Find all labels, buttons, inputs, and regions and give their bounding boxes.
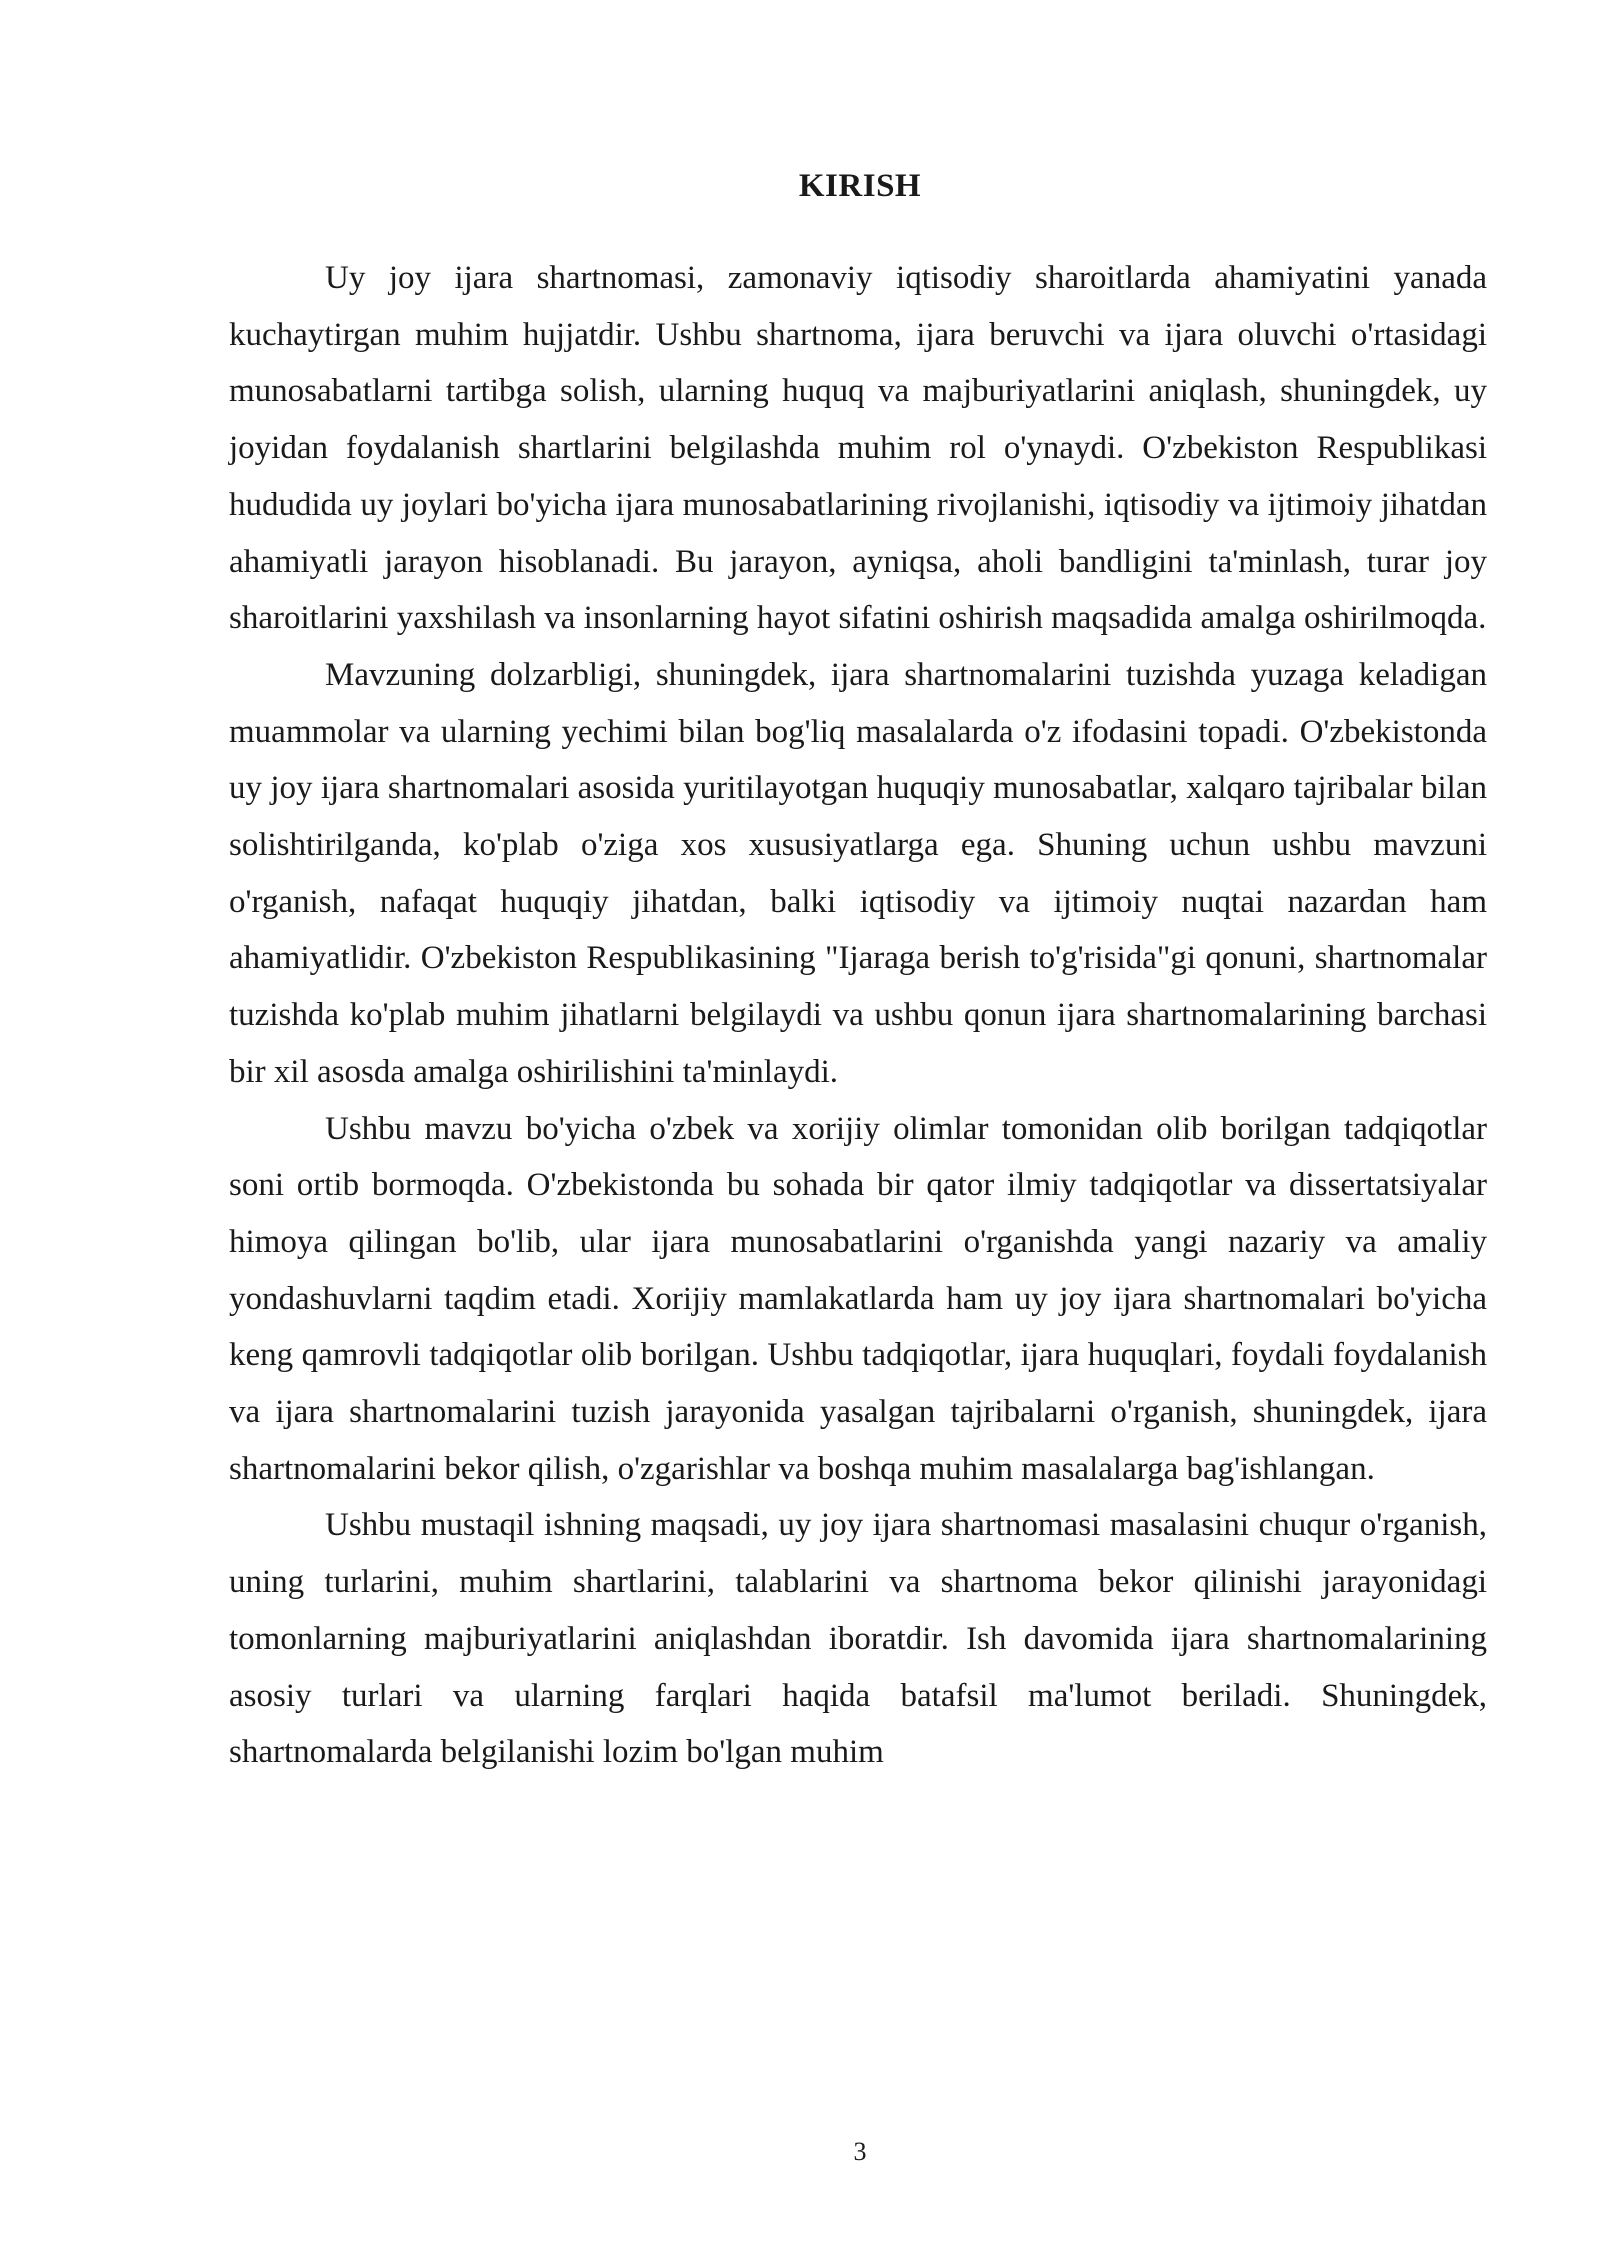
page-title: KIRISH bbox=[798, 168, 922, 204]
body-text bbox=[229, 250, 1487, 1781]
paragraph: Uy joy ijara shartnomasi, zamonaviy iqtisodiy sharoitlarda ahamiyatini yanada kuchaytirgan muhim hujjatdir. Ushbu shartnoma, ijara beruvchi va ijara oluvchi o'rtasidagi munosabatlarni tartibga solish, ularning huquq va majburiyatlarini aniqlash, shuningdek, uy joyidan foydalanish shartlarini belgilashda muhim rol o'ynaydi. O'zbekiston Respublikasi hududida uy joylari bo'yicha ijara munosabatlarining rivojlanishi, iqtisodiy va ijtimoiy jihatdan ahamiyatli jarayon hisoblanadi. Bu jarayon, ayniqsa, aholi bandligini ta'minlash, turar joy sharoitlarini yaxshilash va insonlarning hayot sifatini oshirish maqsadida amalga oshirilmoqda. bbox=[229, 260, 1487, 637]
paragraph: Ushbu mustaqil ishning maqsadi, uy joy ijara shartnomasi masalasini chuqur o'rganish, uning turlarini, muhim shartlarini, talablarini va shartnoma bekor qilinishi jarayonidagi tomonlarning majburiyatlarini aniqlashdan iboratdir. Ish davomida ijara shartnomalarining asosiy turlari va ularning farqlari haqida batafsil ma'lumot beriladi. Shuningdek, shartnomalarda belgilanishi lozim bo'lgan muhim bbox=[229, 1507, 1487, 1771]
paragraph: Mavzuning dolzarbligi, shuningdek, ijara shartnomalarini tuzishda yuzaga keladigan muammolar va ularning yechimi bilan bog'liq masalalarda o'z ifodasini topadi. O'zbekistonda uy joy ijara shartnomalari asosida yuritilayotgan huquqiy munosabatlar, xalqaro tajribalar bilan solishtirilganda, ko'plab o'ziga xos xususiyatlarga ega. Shuning uchun ushbu mavzuni o'rganish, nafaqat huquqiy jihatdan, balki iqtisodiy va ijtimoiy nuqtai nazardan ham ahamiyatlidir. O'zbekiston Respublikasining "Ijaraga berish to'g'risida"gi qonuni, shartnomalar tuzishda ko'plab muhim jihatlarni belgilaydi va ushbu qonun ijara shartnomalarining barchasi bir xil asosda amalga oshirilishini ta'minlaydi. bbox=[229, 656, 1487, 1090]
page-number: 3 bbox=[853, 2137, 867, 2166]
paragraph: Ushbu mavzu bo'yicha o'zbek va xorijiy olimlar tomonidan olib borilgan tadqiqotlar soni ortib bormoqda. O'zbekistonda bu sohada bir qator ilmiy tadqiqotlar va dissertatsiyalar himoya qilingan bo'lib, ular ijara munosabatlarini o'rganishda yangi nazariy va amaliy yondashuvlarni taqdim etadi. Xorijiy mamlakatlarda ham uy joy ijara shartnomalari bo'yicha keng qamrovli tadqiqotlar olib borilgan. Ushbu tadqiqotlar, ijara huquqlari, foydali foydalanish va ijara shartnomalarini tuzish jarayonida yasalgan tajribalarni o'rganish, shuningdek, ijara shartnomalarini bekor qilish, o'zgarishlar va boshqa muhim masalalarga bag'ishlangan. bbox=[229, 1110, 1487, 1487]
